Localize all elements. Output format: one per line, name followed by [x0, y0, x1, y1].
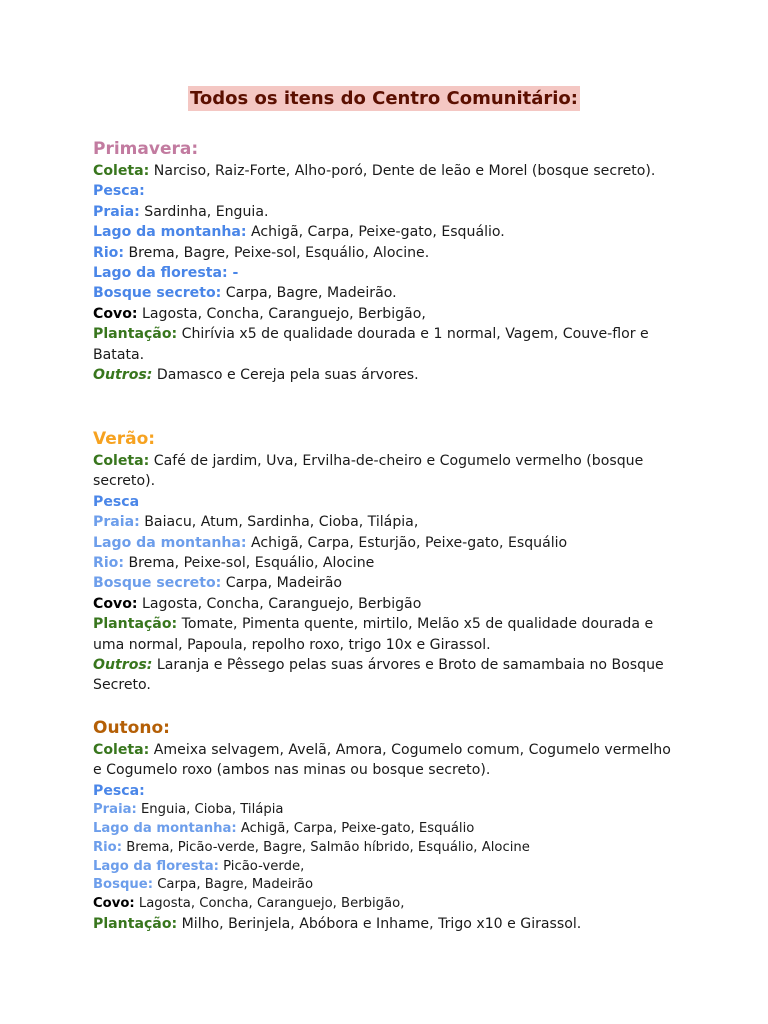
- summer-bosque-line: [93, 573, 683, 593]
- plantacao-text: Chirívia x5 de qualidade dourada e 1 normal, Vagem, Couve-flor e Batata.: [93, 326, 649, 363]
- spring-lago-floresta-line: [93, 263, 683, 283]
- summer-pesca-line: [93, 492, 683, 512]
- summer-praia-line: [93, 512, 683, 532]
- autumn-plantacao-line: [93, 914, 683, 934]
- title-wrapper: [0, 86, 768, 111]
- plantacao-label: Plantação:: [93, 326, 178, 343]
- summer-outros-line: [93, 655, 683, 696]
- outros-text: Laranja e Pêssego pelas suas árvores e Broto de samambaia no Bosque Secreto.: [93, 657, 664, 694]
- lago-floresta-label: Lago da floresta: -: [93, 265, 239, 282]
- season-heading-spring: Primavera:: [93, 139, 199, 159]
- rio-label: Rio:: [93, 244, 125, 261]
- rio-text: Brema, Bagre, Peixe-sol, Esquálio, Alocine.: [124, 244, 430, 261]
- bosque-text: Carpa, Bagre, Madeirão.: [221, 285, 397, 302]
- rio-label: Rio:: [93, 839, 123, 855]
- covo-text: Lagosta, Concha, Caranguejo, Berbigão: [137, 595, 422, 612]
- lago-montanha-text: Achigã, Carpa, Peixe-gato, Esquálio.: [246, 224, 505, 241]
- lago-montanha-label: Lago da montanha:: [93, 224, 247, 241]
- lago-montanha-label: Lago da montanha:: [93, 821, 237, 837]
- summer-coleta-line: [93, 451, 683, 492]
- pesca-label: Pesca:: [93, 782, 145, 799]
- section-autumn: [93, 716, 683, 934]
- covo-label: Covo:: [93, 896, 135, 912]
- spring-rio-line: [93, 243, 683, 263]
- covo-text: Lagosta, Concha, Caranguejo, Berbigão,: [134, 896, 405, 912]
- praia-label: Praia:: [93, 203, 140, 220]
- outros-label: Outros:: [93, 657, 153, 674]
- spring-pesca-line: [93, 181, 683, 201]
- praia-label: Praia:: [93, 802, 137, 818]
- summer-plantacao-line: [93, 614, 683, 655]
- summer-lago-montanha-line: [93, 533, 683, 553]
- spring-coleta-line: [93, 161, 683, 181]
- season-heading-autumn: Outono:: [93, 718, 170, 738]
- lago-montanha-text: Achigã, Carpa, Peixe-gato, Esquálio: [236, 821, 475, 837]
- rio-text: Brema, Picão-verde, Bagre, Salmão híbrido, Esquálio, Alocine: [122, 839, 530, 855]
- covo-label: Covo:: [93, 305, 138, 322]
- coleta-label: Coleta:: [93, 742, 150, 758]
- spring-covo-line: [93, 304, 683, 324]
- summer-rio-line: [93, 553, 683, 573]
- praia-text: Sardinha, Enguia.: [139, 203, 269, 220]
- bosque-label: Bosque secreto:: [93, 285, 222, 302]
- praia-label: Praia:: [93, 514, 140, 531]
- autumn-lago-floresta-line: [93, 858, 683, 877]
- coleta-text: Ameixa selvagem, Avelã, Amora, Cogumelo comum, Cogumelo vermelho e Cogumelo roxo (ambos nas minas ou bosque secreto).: [93, 742, 671, 779]
- plantacao-label: Plantação:: [93, 616, 178, 633]
- bosque-label: Bosque:: [93, 877, 154, 893]
- coleta-text: Café de jardim, Uva, Ervilha-de-cheiro e Cogumelo vermelho (bosque secreto).: [93, 453, 644, 490]
- summer-covo-line: [93, 594, 683, 614]
- rio-text: Brema, Peixe-sol, Esquálio, Alocine: [124, 555, 375, 572]
- rio-label: Rio:: [93, 555, 125, 572]
- autumn-praia-line: [93, 801, 683, 820]
- covo-label: Covo:: [93, 595, 138, 612]
- praia-text: Baiacu, Atum, Sardinha, Cioba, Tilápia,: [139, 514, 419, 531]
- section-summer: [93, 427, 683, 696]
- autumn-coleta-line: [93, 740, 683, 781]
- lago-montanha-label: Lago da montanha:: [93, 534, 247, 551]
- autumn-covo-line: [93, 895, 683, 914]
- spring-plantacao-line: [93, 324, 683, 365]
- bosque-text: Carpa, Bagre, Madeirão: [153, 877, 314, 893]
- autumn-rio-line: [93, 839, 683, 858]
- outros-label: Outros:: [93, 367, 153, 384]
- plantacao-text: Milho, Berinjela, Abóbora e Inhame, Trigo x10 e Girassol.: [177, 916, 582, 932]
- lago-floresta-label: Lago da floresta:: [93, 858, 219, 874]
- covo-text: Lagosta, Concha, Caranguejo, Berbigão,: [137, 305, 426, 322]
- season-heading-summer: Verão:: [93, 429, 156, 449]
- plantacao-label: Plantação:: [93, 916, 178, 932]
- praia-text: Enguia, Cioba, Tilápia: [136, 802, 284, 818]
- spring-lago-montanha-line: [93, 222, 683, 242]
- plantacao-text: Tomate, Pimenta quente, mirtilo, Melão x5 de qualidade dourada e uma normal, Papoula, repolho roxo, trigo 10x e Girassol.: [93, 616, 654, 653]
- autumn-lago-montanha-line: [93, 820, 683, 839]
- bosque-label: Bosque secreto:: [93, 575, 222, 592]
- coleta-label: Coleta:: [93, 453, 150, 469]
- autumn-bosque-line: [93, 876, 683, 895]
- spring-bosque-line: [93, 283, 683, 303]
- coleta-label: Coleta:: [93, 163, 150, 179]
- coleta-text: Narciso, Raiz-Forte, Alho-poró, Dente de leão e Morel (bosque secreto).: [149, 163, 656, 179]
- pesca-label: Pesca: [93, 493, 140, 510]
- pesca-label: Pesca:: [93, 183, 145, 200]
- lago-montanha-text: Achigã, Carpa, Esturjão, Peixe-gato, Esquálio: [246, 534, 568, 551]
- spring-praia-line: [93, 202, 683, 222]
- lago-floresta-text: Picão-verde,: [218, 858, 305, 874]
- spring-outros-line: [93, 365, 683, 385]
- bosque-text: Carpa, Madeirão: [221, 575, 342, 592]
- outros-text: Damasco e Cereja pela suas árvores.: [152, 367, 419, 384]
- page-title: Todos os itens do Centro Comunitário:: [190, 88, 578, 109]
- autumn-pesca-line: [93, 781, 683, 801]
- section-spring: [93, 137, 683, 385]
